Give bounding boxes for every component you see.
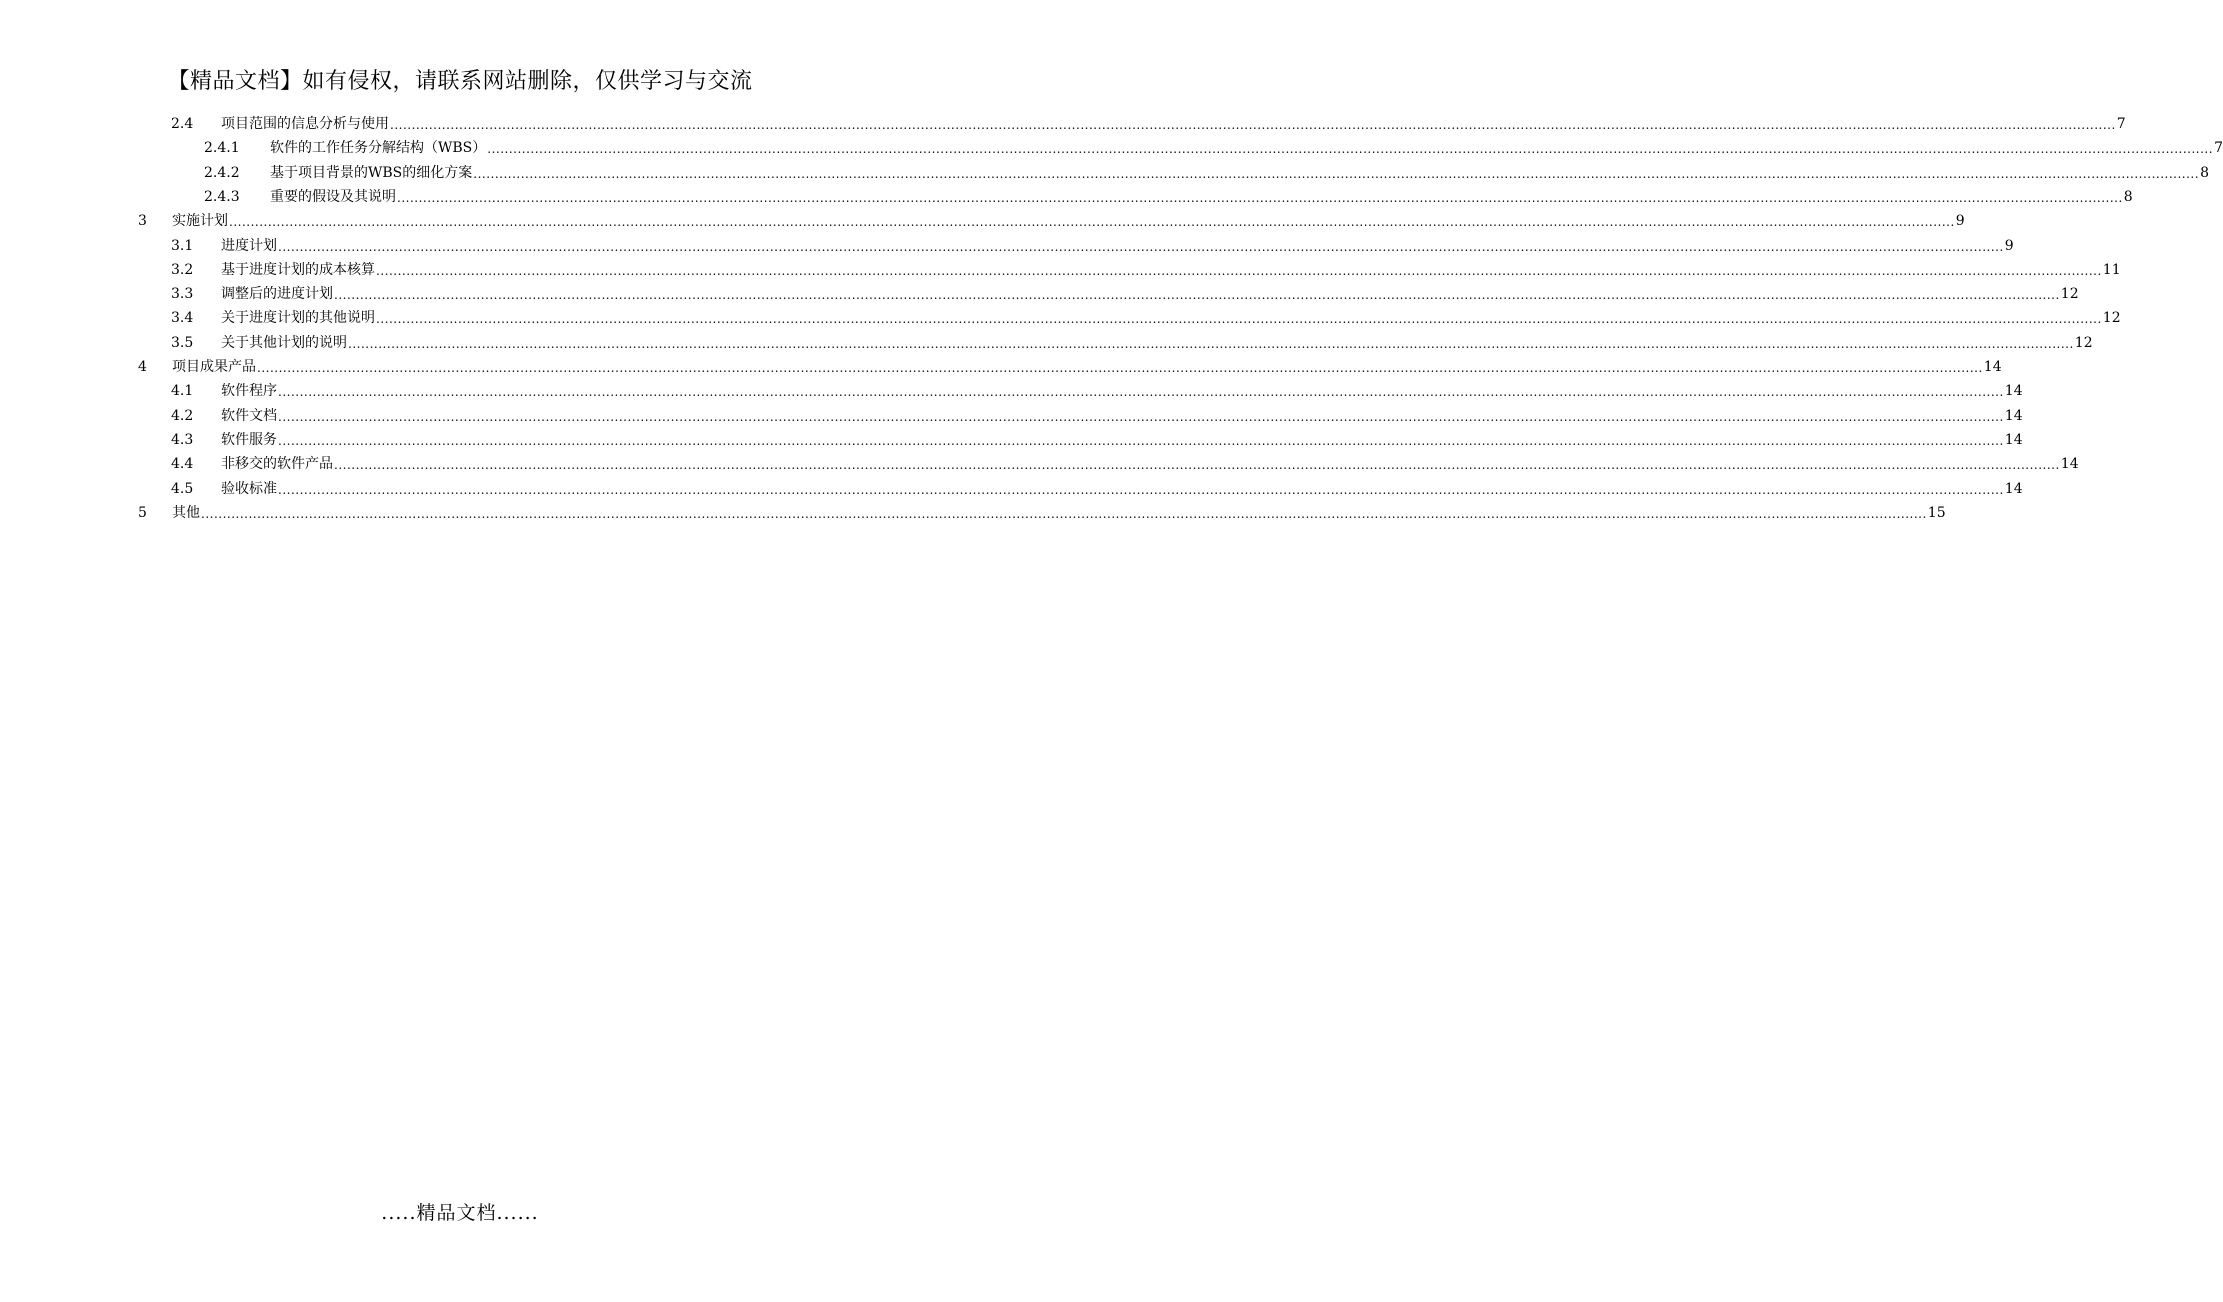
toc-entry-page: 12 xyxy=(2060,286,2079,303)
toc-dot-leader: ................................................................................................................................................................................................................................................................................................................................................................................................................ xyxy=(334,458,2060,473)
toc-entry[interactable] xyxy=(171,333,2093,353)
toc-entry-title: 基于进度计划的成本核算 xyxy=(221,261,375,278)
toc-entry-title: 基于项目背景的WBS的细化方案 xyxy=(270,164,473,181)
toc-entry-title: 调整后的进度计划 xyxy=(221,286,333,303)
toc-dot-leader: ................................................................................................................................................................................................................................................................................................................................................................................................................ xyxy=(376,312,2102,327)
toc-entry[interactable] xyxy=(171,430,2023,450)
toc-entry-number: 2.4.2 xyxy=(204,164,240,181)
toc-entry-number: 3.3 xyxy=(171,286,194,303)
toc-dot-leader: ................................................................................................................................................................................................................................................................................................................................................................................................................ xyxy=(348,336,2074,351)
toc-entry-title: 关于其他计划的说明 xyxy=(221,334,347,351)
toc-entry-number: 2.4.3 xyxy=(204,188,240,205)
toc-entry-title: 其他 xyxy=(172,504,200,521)
toc-dot-leader: ................................................................................................................................................................................................................................................................................................................................................................................................................ xyxy=(278,409,2004,424)
toc-dot-leader: ................................................................................................................................................................................................................................................................................................................................................................................................................ xyxy=(278,482,2004,497)
toc-dot-leader: ................................................................................................................................................................................................................................................................................................................................................................................................................ xyxy=(487,142,2214,157)
toc-entry-number: 3.4 xyxy=(171,310,194,327)
toc-entry-title: 软件程序 xyxy=(221,383,277,400)
toc-entry-number: 4.3 xyxy=(171,431,194,448)
toc-dot-leader: ................................................................................................................................................................................................................................................................................................................................................................................................................ xyxy=(397,190,2123,205)
toc-entry-number: 3.1 xyxy=(171,237,194,254)
toc-entry[interactable] xyxy=(204,187,2133,207)
page-header: 【精品文档】如有侵权，请联系网站删除，仅供学习与交流 xyxy=(167,69,753,94)
toc-entry-title: 实施计划 xyxy=(172,213,228,230)
toc-entry-number: 4.4 xyxy=(171,456,194,473)
toc-entry-title: 关于进度计划的其他说明 xyxy=(221,310,375,327)
toc-entry[interactable] xyxy=(138,357,2002,377)
toc-entry-number: 2.4 xyxy=(171,116,194,132)
toc-dot-leader: ................................................................................................................................................................................................................................................................................................................................................................................................................ xyxy=(278,385,2004,400)
toc-entry-number: 5 xyxy=(138,504,147,521)
toc-entry-number: 3.2 xyxy=(171,261,194,278)
toc-entry-page: 14 xyxy=(2004,383,2023,400)
toc-entry[interactable] xyxy=(171,114,2126,134)
toc-entry[interactable] xyxy=(171,479,2023,499)
toc-entry-page: 14 xyxy=(2004,480,2023,497)
toc-entry-page: 8 xyxy=(2123,188,2133,205)
toc-dot-leader: ................................................................................................................................................................................................................................................................................................................................................................................................................ xyxy=(376,263,2102,278)
toc-dot-leader: ................................................................................................................................................................................................................................................................................................................................................................................................................ xyxy=(334,288,2060,303)
toc-entry[interactable] xyxy=(204,163,2209,183)
toc-entry-page: 9 xyxy=(1955,213,1965,230)
toc-entry-number: 3 xyxy=(138,213,147,230)
toc-entry[interactable] xyxy=(171,236,2014,256)
toc-entry-page: 14 xyxy=(2004,431,2023,448)
toc-entry-title: 验收标准 xyxy=(221,480,277,497)
toc-dot-leader: ................................................................................................................................................................................................................................................................................................................................................................................................................ xyxy=(257,361,1983,375)
toc-entry-page: 7 xyxy=(2116,116,2126,132)
toc-entry[interactable] xyxy=(171,406,2023,426)
toc-entry[interactable] xyxy=(138,503,1946,523)
toc-entry-number: 4 xyxy=(138,359,147,375)
toc-entry[interactable] xyxy=(171,284,2079,304)
page-footer: .....精品文档...... xyxy=(381,1202,539,1224)
toc-entry-page: 12 xyxy=(2074,334,2093,351)
toc-entry-title: 项目范围的信息分析与使用 xyxy=(221,116,389,132)
toc-entry-title: 软件的工作任务分解结构（WBS） xyxy=(270,140,487,157)
toc-dot-leader: ................................................................................................................................................................................................................................................................................................................................................................................................................ xyxy=(473,166,2200,181)
toc-entry-number: 4.1 xyxy=(171,383,194,400)
toc-entry-page: 9 xyxy=(2004,237,2014,254)
toc-entry-page: 14 xyxy=(2060,456,2079,473)
toc-entry-page: 14 xyxy=(2004,407,2023,424)
toc-entry-number: 4.2 xyxy=(171,407,194,424)
toc-dot-leader: ................................................................................................................................................................................................................................................................................................................................................................................................................ xyxy=(201,506,1927,521)
toc-entry-title: 软件服务 xyxy=(221,431,277,448)
toc-entry[interactable] xyxy=(171,260,2121,280)
toc-entry-page: 15 xyxy=(1927,504,1946,521)
toc-entry-number: 4.5 xyxy=(171,480,194,497)
toc-entry-title: 软件文档 xyxy=(221,407,277,424)
toc-dot-leader: ................................................................................................................................................................................................................................................................................................................................................................................................................ xyxy=(390,118,2116,132)
toc-entry[interactable] xyxy=(138,211,1965,231)
toc-entry-title: 项目成果产品 xyxy=(172,359,256,375)
toc-dot-leader: ................................................................................................................................................................................................................................................................................................................................................................................................................ xyxy=(229,215,1955,230)
toc-entry-title: 进度计划 xyxy=(221,237,277,254)
toc-entry-page: 7 xyxy=(2214,140,2223,157)
toc-entry[interactable] xyxy=(171,454,2079,474)
toc-entry-page: 8 xyxy=(2200,164,2209,181)
toc-dot-leader: ................................................................................................................................................................................................................................................................................................................................................................................................................ xyxy=(278,433,2004,448)
toc-entry[interactable] xyxy=(171,381,2023,401)
toc-entry-title: 非移交的软件产品 xyxy=(221,456,333,473)
toc-entry-page: 11 xyxy=(2102,261,2121,278)
toc-entry[interactable] xyxy=(171,308,2121,328)
toc-entry[interactable] xyxy=(204,138,2223,158)
toc-entry-title: 重要的假设及其说明 xyxy=(270,188,396,205)
toc-dot-leader: ................................................................................................................................................................................................................................................................................................................................................................................................................ xyxy=(278,239,2004,254)
toc-entry-number: 3.5 xyxy=(171,334,194,351)
toc-entry-number: 2.4.1 xyxy=(204,140,240,157)
toc-entry-page: 12 xyxy=(2102,310,2121,327)
toc-entry-page: 14 xyxy=(1983,359,2002,375)
